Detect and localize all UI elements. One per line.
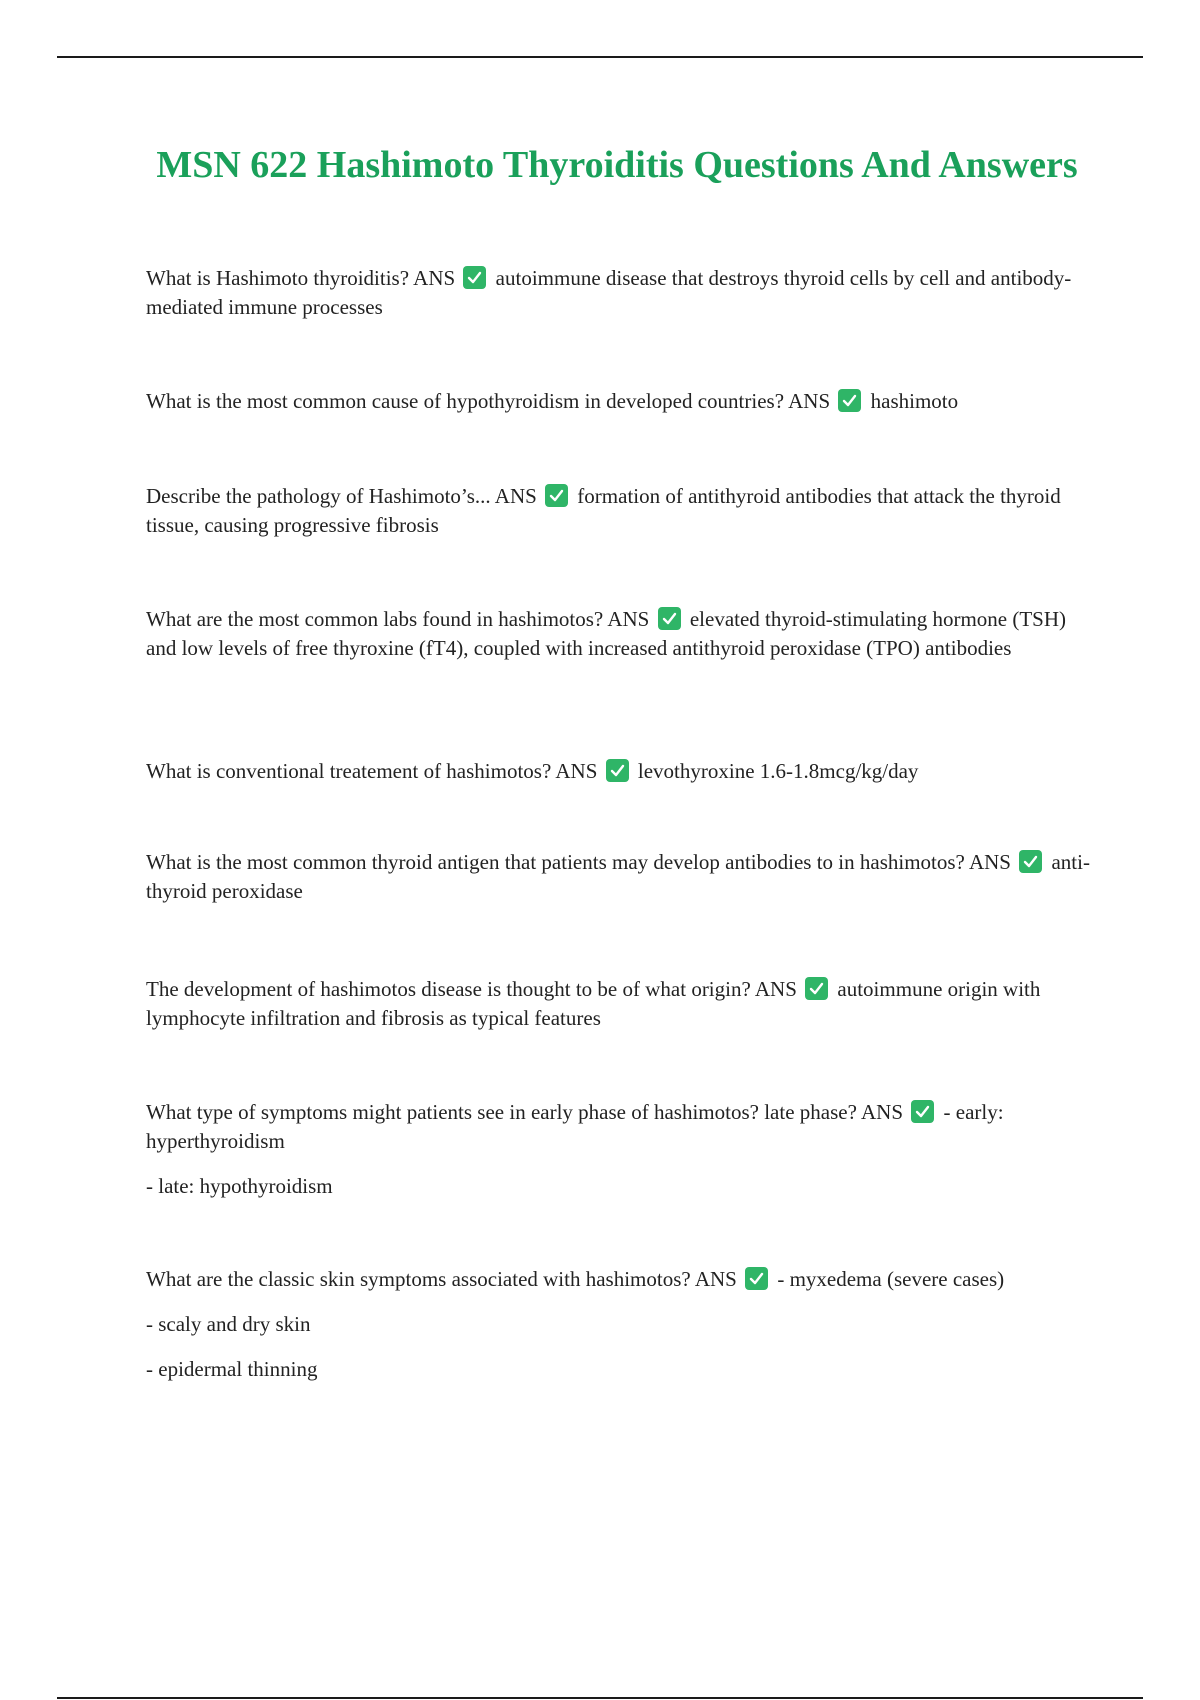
answer-text: levothyroxine 1.6-1.8mcg/kg/day bbox=[637, 759, 919, 783]
question-text: What are the most common labs found in hashimotos? bbox=[146, 607, 604, 631]
answer-marker: ANS bbox=[413, 266, 456, 290]
answer-text: autoimmune origin with lymphocyte infiltration and fibrosis as typical features bbox=[146, 977, 1041, 1030]
answer-text: hashimoto bbox=[870, 389, 959, 413]
question-text: What is conventional treatement of hashimotos? bbox=[146, 759, 552, 783]
qa-line bbox=[146, 848, 1091, 906]
answer-text: autoimmune disease that destroys thyroid cells by cell and antibody-mediated immune processes bbox=[146, 266, 1072, 319]
answer-marker: ANS bbox=[694, 1267, 737, 1291]
qa-line bbox=[146, 1098, 1091, 1156]
answer-extra-line: - epidermal thinning bbox=[146, 1357, 318, 1381]
answer-extra-line: - late: hypothyroidism bbox=[146, 1174, 333, 1198]
question-text: The development of hashimotos disease is thought to be of what origin? bbox=[146, 977, 751, 1001]
check-square-icon bbox=[911, 1100, 934, 1123]
document-title: MSN 622 Hashimoto Thyroiditis Questions And Answers bbox=[156, 144, 1078, 186]
check-square-icon bbox=[606, 759, 629, 782]
question-text: Describe the pathology of Hashimoto’s... bbox=[146, 484, 491, 508]
answer-marker: ANS bbox=[754, 977, 797, 1001]
qa-item-8 bbox=[146, 1098, 1091, 1201]
answer-extra-line: - scaly and dry skin bbox=[146, 1312, 311, 1336]
answer-marker: ANS bbox=[861, 1100, 904, 1124]
answer-text: elevated thyroid-stimulating hormone (TSH) and low levels of free thyroxine (fT4), coupled with increased antithyroid peroxidase (TPO) antibodies bbox=[146, 607, 1067, 660]
qa-line bbox=[146, 975, 1091, 1033]
qa-item-5 bbox=[146, 757, 1091, 786]
answer-marker: ANS bbox=[494, 484, 537, 508]
answer-marker: ANS bbox=[788, 389, 831, 413]
top-divider bbox=[57, 56, 1143, 58]
qa-line bbox=[146, 1265, 1091, 1294]
qa-item-2 bbox=[146, 387, 1091, 416]
answer-marker: ANS bbox=[968, 850, 1011, 874]
question-text: What is the most common cause of hypothyroidism in developed countries? bbox=[146, 389, 785, 413]
qa-item-9 bbox=[146, 1265, 1091, 1384]
check-square-icon bbox=[658, 607, 681, 630]
answer-text: anti-thyroid peroxidase bbox=[146, 850, 1090, 903]
answer-text: - myxedema (severe cases) bbox=[777, 1267, 1005, 1291]
qa-line bbox=[146, 264, 1091, 322]
check-square-icon bbox=[463, 266, 486, 289]
question-text: What are the classic skin symptoms associated with hashimotos? bbox=[146, 1267, 691, 1291]
qa-item-1 bbox=[146, 264, 1091, 322]
question-text: What is Hashimoto thyroiditis? bbox=[146, 266, 410, 290]
qa-item-7 bbox=[146, 975, 1091, 1033]
check-square-icon bbox=[838, 389, 861, 412]
answer-text: - early: hyperthyroidism bbox=[146, 1100, 1004, 1153]
answer-marker: ANS bbox=[555, 759, 598, 783]
check-square-icon bbox=[745, 1267, 768, 1290]
qa-line bbox=[146, 387, 1091, 416]
answer-marker: ANS bbox=[607, 607, 650, 631]
qa-line bbox=[146, 605, 1091, 663]
qa-item-6 bbox=[146, 848, 1091, 906]
qa-item-4 bbox=[146, 605, 1091, 663]
qa-line bbox=[146, 757, 1091, 786]
check-square-icon bbox=[545, 484, 568, 507]
qa-line bbox=[146, 482, 1091, 540]
qa-item-3 bbox=[146, 482, 1091, 540]
check-square-icon bbox=[805, 977, 828, 1000]
answer-text: formation of antithyroid antibodies that attack the thyroid tissue, causing progressive fibrosis bbox=[146, 484, 1061, 537]
question-text: What type of symptoms might patients see in early phase of hashimotos? late phase? bbox=[146, 1100, 857, 1124]
bottom-divider bbox=[57, 1697, 1143, 1699]
check-square-icon bbox=[1019, 850, 1042, 873]
question-text: What is the most common thyroid antigen that patients may develop antibodies to in hashimotos? bbox=[146, 850, 965, 874]
